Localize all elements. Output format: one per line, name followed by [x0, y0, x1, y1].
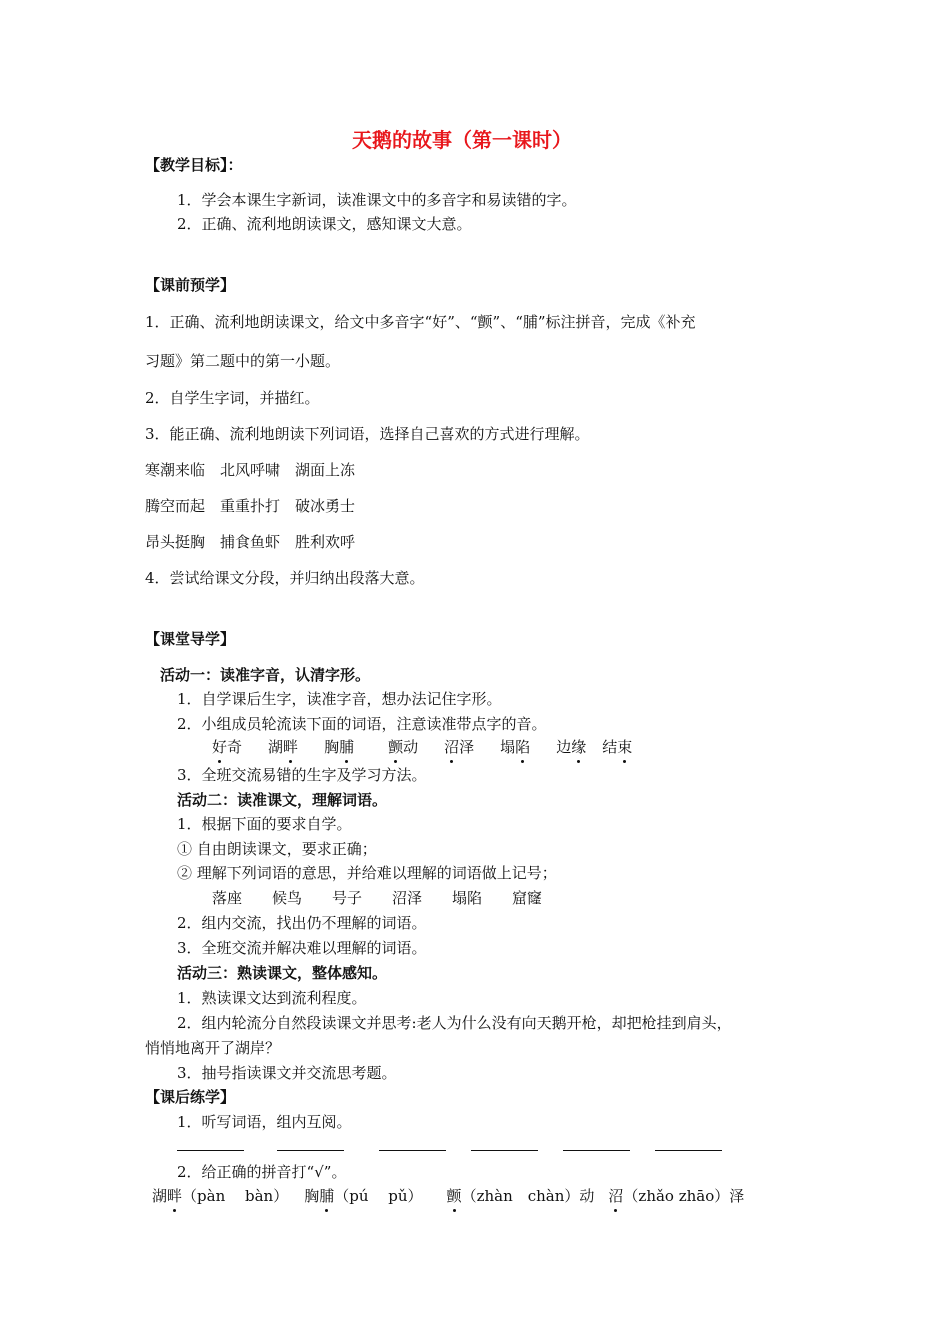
- dotted-word: 颤动: [388, 738, 419, 756]
- activity-1-step-1: 1．自学课后生字，读准字音，想办法记住字形。: [177, 690, 502, 708]
- dotted-word: 结束: [602, 738, 633, 756]
- dictation-blank[interactable]: [655, 1150, 722, 1151]
- activity-2-step-3: 3．全班交流并解决难以理解的词语。: [177, 939, 427, 957]
- phrase-row: 寒潮来临 北风呼啸 湖面上冻: [145, 461, 356, 479]
- activity-2-sub-1: ① 自由朗读课文，要求正确；: [177, 840, 377, 858]
- objectives-heading: 【教学目标】：: [145, 156, 243, 174]
- dotted-word: 胸脯: [324, 738, 355, 756]
- preview-heading: 【课前预学】: [145, 276, 236, 294]
- vocabulary-row: 落座 候鸟 号子 沼泽 塌陷 窟窿: [212, 889, 543, 907]
- classroom-heading: 【课堂导学】: [145, 630, 236, 648]
- dictation-blank[interactable]: [277, 1150, 344, 1151]
- dictation-blank[interactable]: [563, 1150, 630, 1151]
- phrase-row: 腾空而起 重重扑打 破冰勇士: [145, 497, 356, 515]
- dictation-blank[interactable]: [379, 1150, 446, 1151]
- activity-2-title: 活动二：读准课文，理解词语。: [177, 791, 388, 809]
- dotted-word-row: [212, 736, 632, 757]
- dotted-word: 塌陷: [500, 738, 531, 756]
- pinyin-choice-row: [152, 1185, 744, 1206]
- activity-1-step-2: 2．小组成员轮流读下面的词语，注意读准带点字的音。: [177, 715, 547, 733]
- activity-3-title: 活动三：熟读课文，整体感知。: [177, 964, 388, 982]
- activity-3-step-2-line-1: 2．组内轮流分自然段读课文并思考:老人为什么没有向天鹅开枪，却把枪挂到肩头，: [177, 1014, 732, 1032]
- activity-2-step-2: 2．组内交流，找出仍不理解的词语。: [177, 914, 427, 932]
- objective-item: 2．正确、流利地朗读课文，感知课文大意。: [177, 215, 472, 233]
- preview-item-1-line-2: 习题》第二题中的第一小题。: [145, 352, 341, 370]
- pinyin-choice[interactable]: 颤（zhàn chàn）动: [446, 1187, 595, 1205]
- practice-item-2: 2．给正确的拼音打“√”。: [177, 1163, 347, 1181]
- activity-2-sub-2: ② 理解下列词语的意思，并给难以理解的词语做上记号；: [177, 864, 557, 882]
- dotted-word: 湖畔: [268, 738, 299, 756]
- preview-item-4: 4．尝试给课文分段，并归纳出段落大意。: [145, 569, 425, 587]
- activity-3-step-2-line-2: 悄悄地离开了湖岸？: [145, 1039, 281, 1057]
- dotted-word: 沼泽: [444, 738, 475, 756]
- activity-3-step-3: 3．抽号指读课文并交流思考题。: [177, 1064, 397, 1082]
- dictation-blank[interactable]: [177, 1150, 244, 1151]
- page-title: 天鹅的故事（第一课时）: [352, 128, 572, 152]
- activity-3-step-1: 1．熟读课文达到流利程度。: [177, 989, 367, 1007]
- pinyin-choice[interactable]: 湖畔（pàn bàn）: [152, 1187, 289, 1205]
- activity-2-step-1: 1．根据下面的要求自学。: [177, 815, 352, 833]
- pinyin-choice[interactable]: 沼（zhǎo zhāo）泽: [608, 1187, 745, 1205]
- pinyin-choice[interactable]: 胸脯（pú pǔ）: [304, 1187, 423, 1205]
- phrase-row: 昂头挺胸 捕食鱼虾 胜利欢呼: [145, 533, 356, 551]
- preview-item-1-line-1: 1．正确、流利地朗读课文，给文中多音字“好”、“颤”、“脯”标注拼音，完成《补充: [145, 313, 696, 331]
- dotted-word: 边缘: [556, 738, 587, 756]
- practice-heading: 【课后练学】: [145, 1088, 236, 1106]
- dictation-blank[interactable]: [471, 1150, 538, 1151]
- preview-item-2: 2．自学生字词，并描红。: [145, 389, 320, 407]
- dotted-word: 好奇: [212, 738, 243, 756]
- activity-1-step-3: 3．全班交流易错的生字及学习方法。: [177, 766, 427, 784]
- objective-item: 1．学会本课生字新词，读准课文中的多音字和易读错的字。: [177, 191, 577, 209]
- practice-item-1: 1．听写词语，组内互阅。: [177, 1113, 352, 1131]
- activity-1-title: 活动一：读准字音，认清字形。: [160, 666, 371, 684]
- preview-item-3: 3．能正确、流利地朗读下列词语，选择自己喜欢的方式进行理解。: [145, 425, 590, 443]
